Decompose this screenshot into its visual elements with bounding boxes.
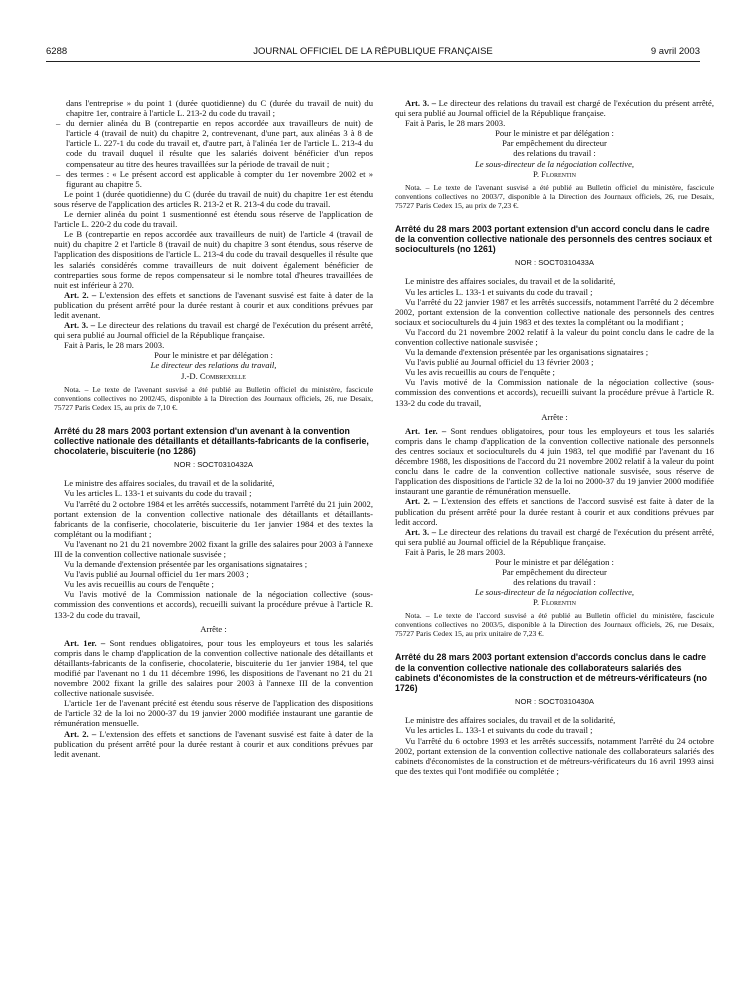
signature-line: des relations du travail : xyxy=(513,148,596,159)
paragraph: Vu les avis recueillis au cours de l'enquête ; xyxy=(64,579,214,590)
signature-line: Pour le ministre et par délégation : xyxy=(154,350,273,361)
list-item: – des termes : « Le présent accord est applicable à compter du 1er novembre 2002 et » figurant au chapitre 5. xyxy=(66,169,373,189)
paragraph: Le ministre des affaires sociales, du travail et de la solidarité, xyxy=(405,715,616,726)
paragraph: dans l'entreprise » du point 1 (durée quotidienne) du C (durée du travail de nuit) du chapitre 1er, contraire à l'article L. 213-2 du code du travail ; xyxy=(66,98,373,119)
fait-date: Fait à Paris, le 28 mars 2003. xyxy=(405,546,506,557)
fait-date: Fait à Paris, le 28 mars 2003. xyxy=(64,340,165,351)
paragraph: Vu les articles L. 133-1 et suivants du code du travail ; xyxy=(405,725,593,736)
page-header xyxy=(46,46,700,60)
signature-line: des relations du travail : xyxy=(513,577,596,588)
signature-title: Le sous-directeur de la négociation collective, xyxy=(474,158,635,169)
paragraph: Vu les articles L. 133-1 et suivants du code du travail ; xyxy=(64,488,252,499)
journal-title: JOURNAL OFFICIEL DE LA RÉPUBLIQUE FRANÇAISE xyxy=(253,46,493,57)
header-rule xyxy=(46,61,700,62)
nota: Nota. – Le texte de l'avenant susvisé a été publié au Bulletin officiel du ministère, fascicule conventions collectives no 2002/45, disponible à la Direction des Journaux officiels, 26, rue Desaix, 75727 Paris Cedex 15, au prix de 7,10 €. xyxy=(54,384,373,412)
paragraph: Le ministre des affaires sociales, du travail et de la solidarité, xyxy=(64,478,275,489)
paragraph: Vu l'arrêté du 22 janvier 1987 et les arrêtés successifs, notamment l'arrêté du 2 décembre 2002, portant extension de la convention collective nationale des personnels des centres sociaux et socioculturels du 4 juin 1983 et des textes la complétant ou la modifiant ; xyxy=(395,296,714,327)
decree-title: Arrêté du 28 mars 2003 portant extension d'un accord conclu dans le cadre de la convention collective nationale des personnels des centres sociaux et socioculturels (no 1261) xyxy=(395,223,712,255)
paragraph: Le ministre des affaires sociales, du travail et de la solidarité, xyxy=(405,276,616,287)
paragraph: Vu l'accord du 21 novembre 2002 relatif à la valeur du point conclu dans le cadre de la convention collective nationale susvisée ; xyxy=(395,326,714,348)
article-3: Art. 3. – Le directeur des relations du travail est chargé de l'exécution du présent arrêté, qui sera publié au Journal officiel de la République française. xyxy=(395,98,714,119)
paragraph: Vu l'avis motivé de la Commission nationale de la négociation collective (sous-commission des conventions et accords), recueilli suivant la procédure prévue à l'article R. 133-2 du code du travail, xyxy=(395,377,714,408)
signature-title: Le directeur des relations du travail, xyxy=(150,360,277,371)
paragraph: Vu les articles L. 133-1 et suivants du code du travail ; xyxy=(405,286,593,297)
article-2: Art. 2. – L'extension des effets et sanctions de l'accord susvisé est faite à dater de la publication du présent arrêté pour la durée restant à courir et aux conditions prévues par ledit accord. xyxy=(395,496,714,527)
paragraph: Le point 1 (durée quotidienne) du C (durée du travail de nuit) du chapitre 1er est étendu sous réserve de l'application des articles R. 213-2 et R. 213-4 du code du travail. xyxy=(54,188,373,209)
signatory-name: J.-D. Combrexelle xyxy=(181,370,246,381)
paragraph: Vu l'avis motivé de la Commission nationale de la négociation collective (sous-commission des conventions et accords), recueilli suivant la procédure prévue à l'article R. 133-2 du code du travail, xyxy=(54,589,373,620)
fait-date: Fait à Paris, le 28 mars 2003. xyxy=(405,118,506,129)
list-item: – du dernier alinéa du B (contrepartie en repos accordée aux travailleurs de nuit) de l'article 4 (travail de nuit) du chapitre 2, contrevenant, d'une part, aux alinéas 3 à 8 de l'article L. 227-1 du code du travail et, d'autre part, à l'alinéa 1er de l'article L. 213-4 du code du travail duquel il résulte que les salariés doivent bénéficier d'un repos compensateur au titre des heures travaillées sur la période de travail de nuit ; xyxy=(66,118,373,168)
dash-list xyxy=(54,118,373,189)
article-3: Art. 3. – Le directeur des relations du travail est chargé de l'exécution du présent arrêté, qui sera publié au Journal officiel de la République française. xyxy=(395,526,714,547)
paragraph: Vu la demande d'extension présentée par les organisations signataires ; xyxy=(64,559,308,570)
signature-title: Le sous-directeur de la négociation collective, xyxy=(474,587,635,598)
article-1: Art. 1er. – Sont rendues obligatoires, pour tous les employeurs et tous les salariés compris dans le champ d'application de la convention collective nationale des personnels des centres sociaux et socioculturels du 4 juin 1983, tel que modifié par l'avenant du 16 décembre 1988, les dispositions de l'accord du 21 novembre 2002 relatif à la valeur du point conclu dans le cadre de la convention collective nationale susvisée, sous réserve de l'application des dispositions de l'article 32 de la loi no 2000-37 du 19 janvier 2000 modifiée instaurant une garantie de rémunération mensuelle. xyxy=(395,425,714,497)
signatory-name: P. Florentin xyxy=(533,168,576,179)
paragraph: Vu l'arrêté du 6 octobre 1993 et les arrêtés successifs, notamment l'arrêté du 24 octobre 2002, portant extension de la convention collective nationale des collaborateurs salariés des cabinets d'économistes de la construction et de métreurs-vérificateurs du 16 avril 1993 ainsi que des textes qui l'ont modifiée ou complétée ; xyxy=(395,735,714,776)
paragraph: Vu les avis recueillis au cours de l'enquête ; xyxy=(405,367,555,378)
article-3: Art. 3. – Le directeur des relations du travail est chargé de l'exécution du présent arrêté, qui sera publié au Journal officiel de la République française. xyxy=(54,320,373,341)
paragraph: Vu l'avis publié au Journal officiel du 13 février 2003 ; xyxy=(405,357,594,368)
issue-date: 9 avril 2003 xyxy=(650,46,700,57)
paragraph: Vu l'arrêté du 2 octobre 1984 et les arrêtés successifs, notamment l'arrêté du 21 juin 2002, portant extension de la convention collective nationale des détaillants et détaillants-fabricants de la confiserie, chocolaterie, biscuiterie du 1er janvier 1984 et des textes la complétant ou la modifiant ; xyxy=(54,498,373,539)
nor-reference: NOR : SOCT0310433A xyxy=(515,258,594,268)
nor-reference: NOR : SOCT0310432A xyxy=(174,460,253,470)
paragraph: Vu l'avenant no 21 du 21 novembre 2002 fixant la grille des salaires pour 2003 à l'annexe III de la convention collective nationale susvisée ; xyxy=(54,538,373,559)
signatory-name: P. Florentin xyxy=(533,597,576,608)
signature-line: Par empêchement du directeur xyxy=(502,138,607,149)
nor-reference: NOR : SOCT0310430A xyxy=(515,697,594,707)
article-2: Art. 2. – L'extension des effets et sanctions de l'avenant susvisé est faite à dater de la publication du présent arrêté pour la durée restant à courir et aux conditions prévues par ledit avenant. xyxy=(54,289,374,320)
paragraph: Le dernier alinéa du point 1 susmentionné est étendu sous réserve de l'application de l'article L. 220-2 du code du travail. xyxy=(54,209,373,230)
article-1: Art. 1er. – Sont rendues obligatoires, pour tous les employeurs et tous les salariés compris dans le champ d'application de la convention collective nationale des détaillants et détaillants-fabricants de la confiserie, chocolaterie, biscuiterie du 1er janvier 1984, tel que modifié par l'avenant no 1 du 11 décembre 1996, les dispositions de l'avenant no 21 du 21 novembre 2002 fixant la grille des salaires pour 2003 à l'annexe III de la convention collective nationale susvisée. xyxy=(54,637,373,699)
arrete-heading: Arrête : xyxy=(541,411,568,422)
left-column xyxy=(54,98,373,759)
signature-line: Pour le ministre et par délégation : xyxy=(495,128,614,139)
paragraph: Vu l'avis publié au Journal officiel du 1er mars 2003 ; xyxy=(64,569,249,580)
nota: Nota. – Le texte de l'accord susvisé a été publié au Bulletin officiel du ministère, fascicule conventions collectives no 2003/5, disponible à la Direction des Journaux officiels, 26, rue Desaix, 75727 Paris Cedex 15, au prix unitaire de 7,23 €. xyxy=(395,611,714,639)
arrete-heading: Arrête : xyxy=(200,623,227,634)
decree-title: Arrêté du 28 mars 2003 portant extension d'un avenant à la convention collective nationale des détaillants et détaillants-fabricants de la confiserie, chocolaterie, biscuiterie (no 1286) xyxy=(54,425,369,457)
paragraph: Vu la demande d'extension présentée par les organisations signataires ; xyxy=(405,347,649,358)
decree-title: Arrêté du 28 mars 2003 portant extension d'accords conclus dans le cadre de la convention collective nationale des collaborateurs salariés des cabinets d'économistes de la construction et de métreurs-vérificateurs (no 1726) xyxy=(395,652,708,694)
paragraph: L'article 1er de l'avenant précité est étendu sous réserve de l'application des dispositions de l'article 32 de la loi no 2000-37 du 19 janvier 2000 modifiée instaurant une garantie de rémunération mensuelle. xyxy=(54,698,373,729)
signature-line: Pour le ministre et par délégation : xyxy=(495,556,614,567)
article-2: Art. 2. – L'extension des effets et sanctions de l'avenant susvisé est faite à dater de la publication du présent arrêté pour la durée restant à courir et aux conditions prévues par ledit avenant. xyxy=(54,728,374,759)
nota: Nota. – Le texte de l'avenant susvisé a été publié au Bulletin officiel du ministère, fascicule conventions collectives no 2003/7, disponible à la Direction des Journaux officiels, 26, rue Desaix, 75727 Paris Cedex 15, au prix de 7,23 €. xyxy=(395,182,714,210)
signature-line: Par empêchement du directeur xyxy=(502,567,607,578)
paragraph: Le B (contrepartie en repos accordée aux travailleurs de nuit) de l'article 4 (travail de nuit) du chapitre 2 et l'article 8 (travail de nuit) du chapitre 3 sont étendus, sous réserve de l'application des dispositions de l'article L. 213-4 du code du travail desquelles il résulte que les salariés considérés comme travailleurs de nuit doivent également bénéficier de contreparties sous forme de repos compensateur si le nombre total d'heures travaillées de nuit est inférieur à 270. xyxy=(54,229,373,290)
right-column xyxy=(395,98,714,776)
page-number: 6288 xyxy=(46,46,68,57)
